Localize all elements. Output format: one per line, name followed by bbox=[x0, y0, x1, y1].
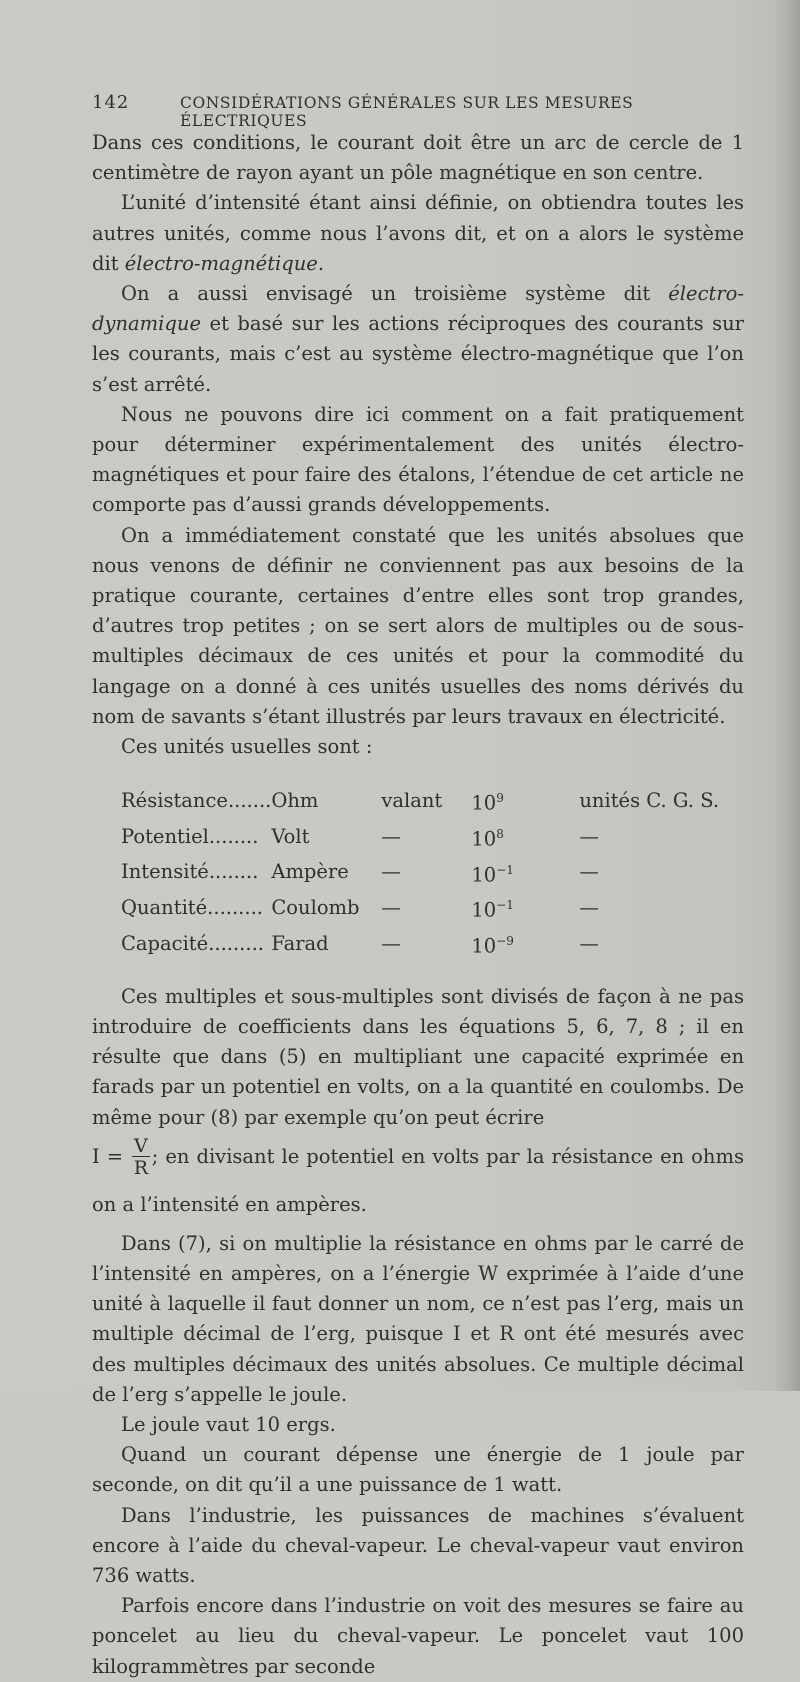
unit-power bbox=[471, 783, 579, 819]
running-title: CONSIDÉRATIONS GÉNÉRALES SUR LES MESURES ÉLECTRIQUES bbox=[180, 94, 634, 130]
fraction bbox=[132, 1134, 150, 1179]
paragraph: Quand un courant dépense une énergie de 1 joule par seconde, on dit qu’il a une puissance de 1 watt. bbox=[92, 1443, 744, 1497]
italic-term: électro-magnétique bbox=[124, 251, 318, 275]
power-exponent: 8 bbox=[496, 826, 504, 841]
units-table-row bbox=[121, 855, 719, 891]
unit-tail: — bbox=[579, 896, 599, 920]
unit-quantity: Potentiel........ bbox=[121, 824, 259, 848]
unit-quantity: Capacité......... bbox=[121, 931, 264, 955]
unit-tail: unités C. G. S. bbox=[579, 789, 720, 813]
paragraph-formula: I = $\frac{V}{R}$ ; en divisant le potentiel en volts par la résistance en ohms on a l’intensité en ampères. bbox=[92, 1134, 744, 1216]
units-table-row bbox=[121, 890, 719, 926]
power-base: 10 bbox=[471, 863, 497, 887]
paragraph: Nous ne pouvons dire ici comment on a fait pratiquement pour déterminer expérimentalement des unités électro-magnétiques et pour faire des étalons, l’étendue de cet article ne comporte pas d’aussi grands développements. bbox=[92, 402, 744, 517]
unit-valant: — bbox=[381, 860, 401, 884]
unit-tail: — bbox=[579, 824, 599, 848]
unit-valant: — bbox=[381, 931, 401, 955]
paragraph: Dans l’industrie, les puissances de machines s’évaluent encore à l’aide du cheval-vapeur. Le cheval-vapeur vaut environ 736 watts. bbox=[92, 1503, 744, 1588]
unit-tail: — bbox=[579, 860, 599, 884]
power-exponent: 9 bbox=[496, 791, 504, 806]
power-base: 10 bbox=[471, 827, 497, 851]
unit-power bbox=[471, 926, 579, 962]
units-table-row bbox=[121, 819, 719, 855]
fraction-numerator: V bbox=[134, 1134, 148, 1157]
units-table bbox=[121, 783, 719, 962]
unit-quantity: Intensité........ bbox=[121, 860, 259, 884]
units-table-row bbox=[121, 783, 719, 819]
unit-name: Coulomb bbox=[271, 896, 360, 920]
paragraph: Dans (7), si on multiplie la résistance en ohms par le carré de l’intensité en ampères, on a l’énergie W exprimée à l’aide d’une unité à laquelle il faut donner un nom, ce n’est pas l’erg, mais un multiple décimal de l’erg, puisque I et R ont été mesurés avec des multiples décimaux des unités absolues. Ce multiple décimal de l’erg s’appelle le joule. bbox=[92, 1231, 744, 1406]
paragraph: L’unité d’intensité étant ainsi définie, on obtiendra toutes les autres unités, comme nous l’avons dit, et on a alors le système dit électro-magnétique. bbox=[92, 191, 744, 275]
paragraph: On a immédiatement constaté que les unités absolues que nous venons de définir ne conviennent pas aux besoins de la pratique courante, certaines d’entre elles sont trop grandes, d’autres trop petites ; on se sert alors de multiples ou de sous-multiples décimaux de ces unités et pour la commodité du langage on a donné à ces unités usuelles des noms dérivés du nom de savants s’étant illustrés par leurs travaux en électricité. bbox=[92, 523, 744, 728]
unit-name: Volt bbox=[271, 824, 310, 848]
italic-term: électro-dynamique bbox=[92, 282, 744, 336]
paragraph: Parfois encore dans l’industrie on voit des mesures se faire au poncelet au lieu du cheval-vapeur. Le poncelet vaut 100 kilogrammètres par seconde bbox=[92, 1594, 744, 1678]
page-header bbox=[92, 92, 732, 130]
unit-name: Ampère bbox=[271, 860, 349, 884]
unit-valant: — bbox=[381, 824, 401, 848]
paragraph: Dans ces conditions, le courant doit être un arc de cercle de 1 centimètre de rayon ayant un pôle magnétique en son centre. bbox=[92, 131, 744, 185]
unit-power bbox=[471, 890, 579, 926]
paragraph: Ces multiples et sous-multiples sont divisés de façon à ne pas introduire de coefficients dans les équations 5, 6, 7, 8 ; il en résulte que dans (5) en multipliant une capacité exprimée en farads par un potentiel en volts, on a la quantité en coulombs. De même pour (8) par exemple qu’on peut écrire bbox=[92, 984, 744, 1129]
power-base: 10 bbox=[471, 898, 497, 922]
unit-name: Farad bbox=[271, 931, 329, 955]
power-base: 10 bbox=[471, 934, 497, 958]
page-edge-shadow bbox=[774, 0, 800, 1391]
unit-quantity: Quantité......... bbox=[121, 896, 263, 920]
paragraph: On a aussi envisagé un troisième système dit électro-dynamique et basé sur les actions réciproques des courants sur les courants, mais c’est au système électro-magnétique que l’on s’est arrêté. bbox=[92, 282, 744, 396]
page-number: 142 bbox=[92, 92, 130, 113]
fraction-denominator: R bbox=[133, 1156, 149, 1179]
unit-quantity: Résistance....... bbox=[121, 789, 272, 813]
unit-tail: — bbox=[579, 931, 599, 955]
power-base: 10 bbox=[471, 791, 497, 815]
paragraph: Ces unités usuelles sont : bbox=[121, 735, 373, 759]
power-exponent: −1 bbox=[496, 862, 514, 877]
units-table-row bbox=[121, 926, 719, 962]
formula-lhs: I = bbox=[92, 1144, 131, 1168]
unit-power bbox=[471, 855, 579, 891]
unit-power bbox=[471, 819, 579, 855]
paragraph: Le joule vaut 10 ergs. bbox=[121, 1413, 336, 1437]
unit-valant: — bbox=[381, 896, 401, 920]
unit-name: Ohm bbox=[271, 789, 319, 813]
page-body bbox=[92, 128, 744, 1682]
unit-valant: valant bbox=[381, 789, 443, 813]
power-exponent: −9 bbox=[496, 934, 514, 949]
power-exponent: −1 bbox=[496, 898, 514, 913]
